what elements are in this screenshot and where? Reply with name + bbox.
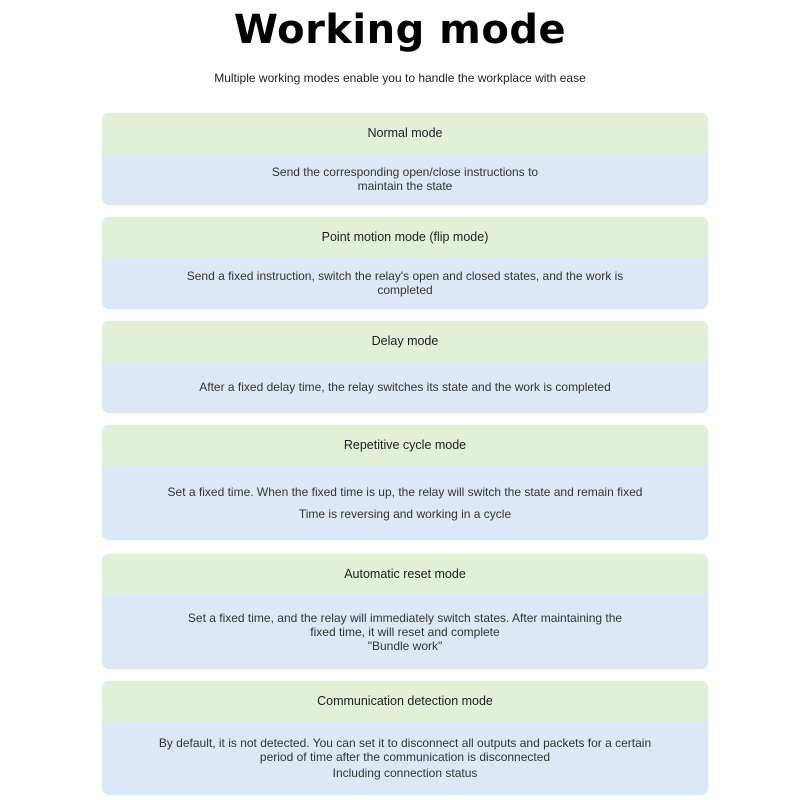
mode-description-line: Time is reversing and working in a cycle (298, 506, 512, 521)
mode-header: Communication detection mode (102, 681, 708, 721)
mode-header: Automatic reset mode (102, 554, 708, 594)
mode-description-line: "Bundle work" (367, 638, 443, 653)
mode-description-line: completed (377, 283, 433, 297)
mode-description-line: After a fixed delay time, the relay switches its state and the work is completed (199, 380, 611, 394)
mode-header: Point motion mode (flip mode) (102, 217, 708, 257)
mode-description (102, 257, 708, 309)
mode-description-line: By default, it is not detected. You can set it to disconnect all outputs and packets for a certain (158, 736, 652, 750)
mode-description-line: fixed time, it will reset and complete (310, 624, 500, 639)
mode-card-communication-detection (102, 681, 708, 795)
mode-description-line: maintain the state (357, 179, 453, 193)
page-title: Working mode (233, 7, 567, 53)
mode-description-line: Set a fixed time. When the fixed time is up, the relay will switch the state and remain fixed (167, 484, 643, 499)
mode-card-normal (102, 113, 708, 205)
mode-card-point-motion (102, 217, 708, 309)
page-subtitle: Multiple working modes enable you to handle the workplace with ease (214, 71, 586, 85)
mode-description (102, 153, 708, 205)
mode-description-line: Send the corresponding open/close instructions to (271, 165, 539, 179)
mode-description-line: Set a fixed time, and the relay will immediately switch states. After maintaining the (187, 610, 623, 625)
mode-description (102, 465, 708, 540)
mode-card-automatic-reset (102, 554, 708, 669)
mode-description (102, 594, 708, 669)
mode-description-line: period of time after the communication is disconnected (259, 750, 551, 764)
mode-card-repetitive-cycle (102, 425, 708, 540)
mode-description (102, 721, 708, 795)
mode-description-line: Including connection status (332, 766, 478, 780)
mode-description (102, 361, 708, 413)
mode-header: Normal mode (102, 113, 708, 153)
mode-header: Repetitive cycle mode (102, 425, 708, 465)
mode-card-delay (102, 321, 708, 413)
mode-description-line: Send a fixed instruction, switch the relay's open and closed states, and the work is (186, 269, 624, 283)
mode-header: Delay mode (102, 321, 708, 361)
